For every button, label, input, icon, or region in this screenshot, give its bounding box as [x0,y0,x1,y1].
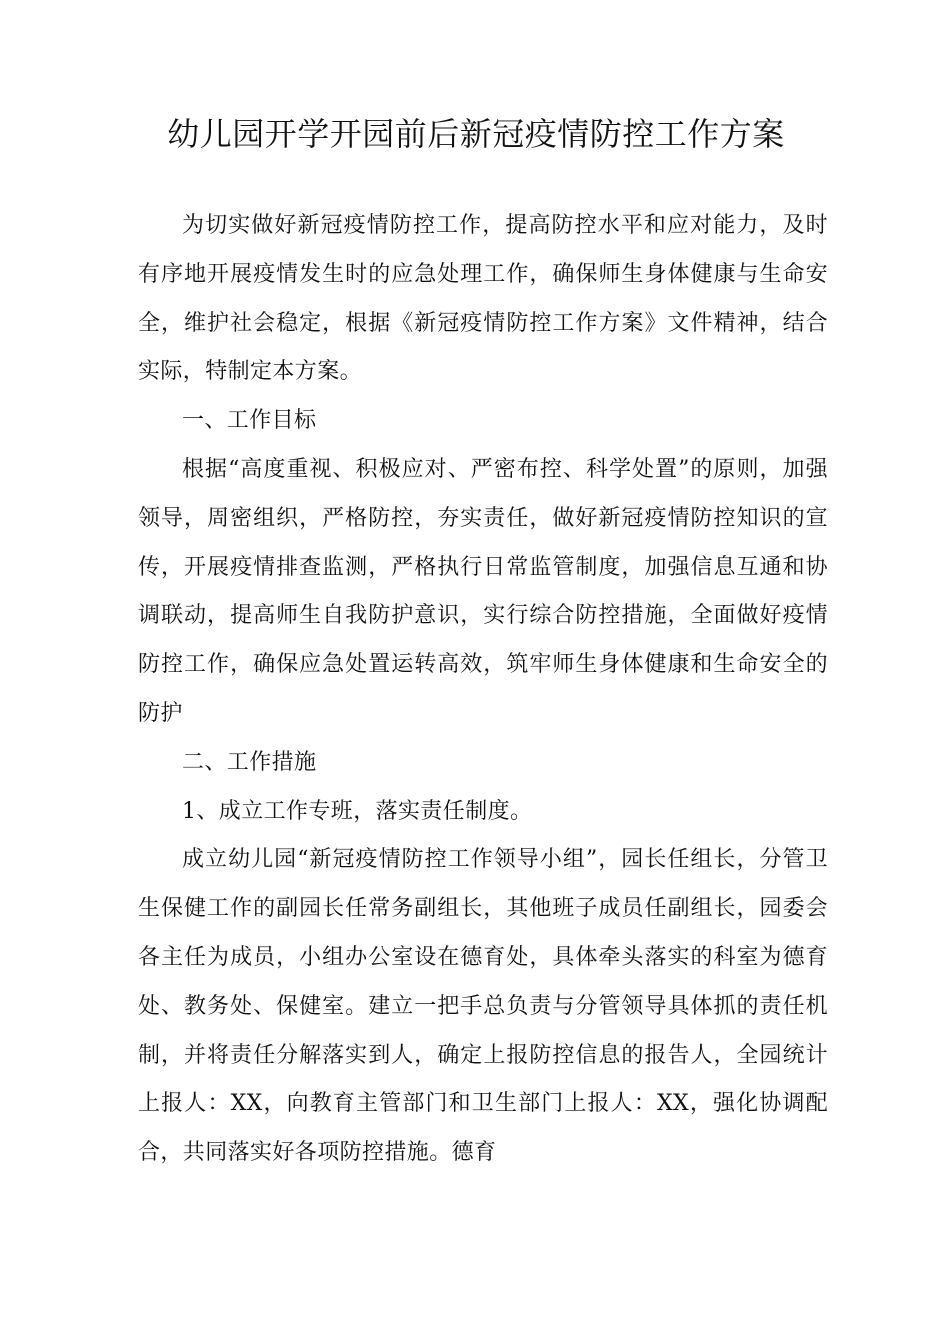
document-title: 幼儿园开学开园前后新冠疫情防控工作方案 [167,115,785,153]
paragraph-work-goal: 根据“高度重视、积极应对、严密布控、科学处置”的原则，加强领导，周密组织，严格防控，夯实责任，做好新冠疫情防控知识的宣传，开展疫情排查监测，严格执行日常监管制度，加强信息互通和协调联动，提高师生自我防护意识，实行综合防控措施，全面做好疫情防控工作，确保应急处置运转高效，筑牢师生身体健康和生命安全的防护 [138,456,828,726]
heading-work-measures: 二、工作措施 [182,749,317,775]
paragraph-work-team: 成立幼儿园“新冠疫情防控工作领导小组”，园长任组长，分管卫生保健工作的副园长任常务副组长，其他班子成员任副组长，园委会各主任为成员，小组办公室设在德育处，具体牵头落实的科室为德育处、教务处、保健室。建立一把手总负责与分管领导具体抓的责任机制，并将责任分解落实到人，确定上报防控信息的报告人，全园统计上报人：XX，向教育主管部门和卫生部门上报人：XX，强化协调配合，共同落实好各项防控措施。德育 [138,847,828,1166]
subheading-work-team: 1、成立工作专班，落实责任制度。 [182,798,533,824]
document-body [138,202,828,1178]
paragraph-intro: 为切实做好新冠疫情防控工作，提高防控水平和应对能力，及时有序地开展疫情发生时的应急处理工作，确保师生身体健康与生命安全，维护社会稳定，根据《新冠疫情防控工作方案》文件精神，结合实际，特制定本方案。 [138,213,828,385]
document-page [138,106,828,1178]
heading-work-goal: 一、工作目标 [182,408,317,434]
